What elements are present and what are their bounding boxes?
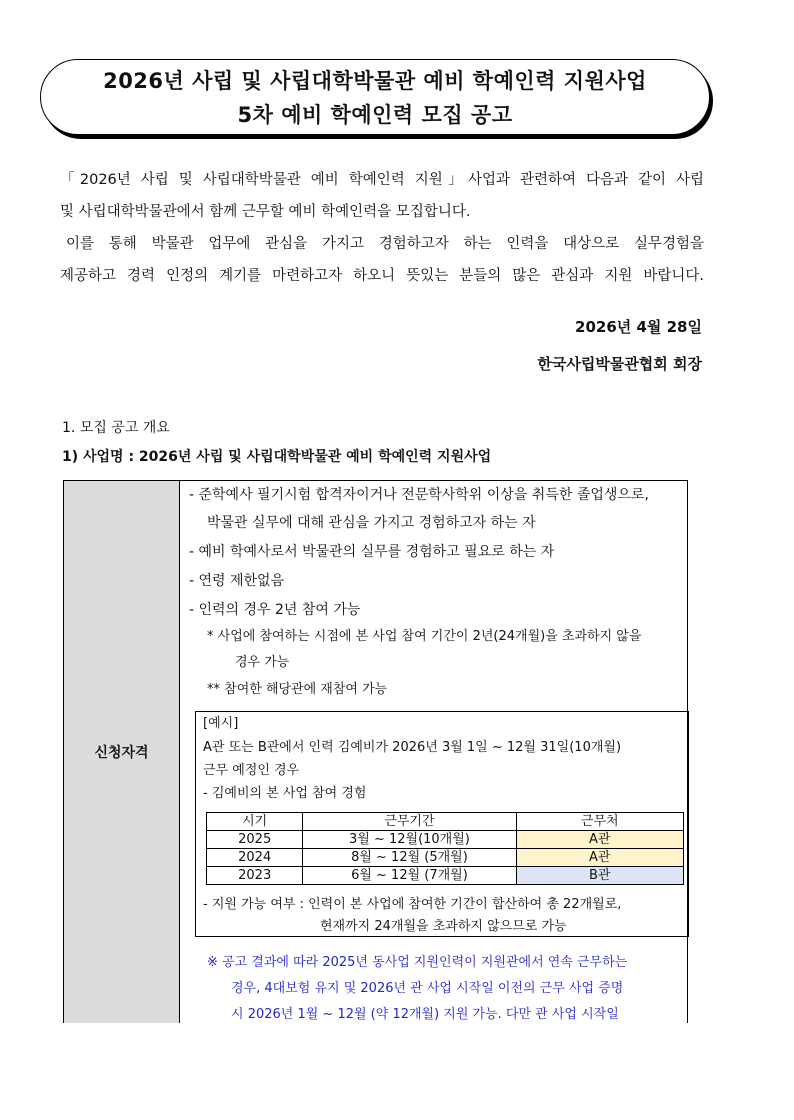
table-row [207,867,684,885]
cell-year: 2024 [207,849,303,867]
example-result-1: - 지원 가능 여부 : 인력이 본 사업에 참여한 기간이 합산하여 총 22개월로, [203,897,622,912]
example-table-header [207,813,684,831]
title-line-2: 5차 예비 학예인력 모집 공고 [237,103,513,127]
example-box [195,711,689,937]
qualification-item-2: - 예비 학예사로서 박물관의 실무를 경험하고 필요로 하는 자 [189,544,555,560]
note-line-3: 시 2026년 1월 ~ 12월 (약 12개월) 지원 가능. 다만 관 사업 시작일 [231,1007,619,1022]
section-title: 1. 모집 공고 개요 [62,420,170,436]
intro-paragraph-1 [60,164,704,228]
title-banner [40,59,710,135]
example-result-2: 현재까지 24개월을 초과하지 않으므로 가능 [320,919,567,934]
example-line-3: - 김예비의 본 사업 참여 경험 [203,786,367,801]
cell-workplace: A관 [516,849,684,867]
cell-duration: 8월 ~ 12월 (5개월) [303,849,516,867]
notice-signature: 한국사립박물관협회 회장 [537,355,702,373]
cell-year: 2025 [207,831,303,849]
cell-year: 2023 [207,867,303,885]
col-header-period: 시기 [207,813,303,831]
intro-p2-line1: 이를 통해 박물관 업무에 관심을 가지고 경험하고자 하는 인력을 대상으로 실무경험을 [66,236,704,252]
notice-date: 2026년 4월 28일 [575,318,702,336]
example-table [206,812,684,885]
cell-duration: 3월 ~ 12월(10개월) [303,831,516,849]
qualification-item-4: - 인력의 경우 2년 참여 가능 [189,602,361,618]
qualification-item-1-cont: 박물관 실무에 대해 관심을 가지고 경험하고자 하는 자 [207,515,536,531]
cell-workplace: A관 [516,831,684,849]
note-line-1: ※ 공고 결과에 따라 2025년 동사업 지원인력이 지원관에서 연속 근무하는 [207,955,628,970]
example-heading: [예시] [203,716,239,731]
qualification-table [63,480,688,1023]
title-line-1: 2026년 사립 및 사립대학박물관 예비 학예인력 지원사업 [103,69,647,93]
table-row [207,831,684,849]
note-line-2: 경우, 4대보험 유지 및 2026년 관 사업 시작일 이전의 근무 사업 증명 [231,981,624,996]
qualification-label: 신청자격 [64,481,180,1023]
qualification-note-2: ** 참여한 해당관에 재참여 가능 [207,682,388,697]
qualification-content [181,481,687,1023]
table-row [207,849,684,867]
qualification-item-1: - 준학예사 필기시험 합격자이거나 전문학사학위 이상을 취득한 졸업생으로, [189,487,649,503]
intro-p2-line2: 제공하고 경력 인정의 계기를 마련하고자 하오니 뜻있는 분들의 많은 관심과 지원 바랍니다. [60,268,704,284]
cell-workplace: B관 [516,867,684,885]
cell-duration: 6월 ~ 12월 (7개월) [303,867,516,885]
section-subtitle: 1) 사업명 : 2026년 사립 및 사립대학박물관 예비 학예인력 지원사업 [62,449,492,465]
qualification-note-1-cont: 경우 가능 [235,655,290,670]
intro-p1-line2: 및 사립대학박물관에서 함께 근무할 예비 학예인력을 모집합니다. [60,204,471,220]
qualification-item-3: - 연령 제한없음 [189,573,285,589]
qualification-note-1: * 사업에 참여하는 시점에 본 사업 참여 기간이 2년(24개월)을 초과하지 않을 [207,629,642,644]
intro-p1-line1: 「2026년 사립 및 사립대학박물관 예비 학예인력 지원」사업과 관련하여 다음과 같이 사립 [60,172,704,188]
example-line-1: A관 또는 B관에서 인력 김예비가 2026년 3월 1일 ~ 12월 31일(10개월) [203,740,622,755]
intro-paragraph-2b [60,260,704,292]
col-header-duration: 근무기간 [303,813,516,831]
intro-paragraph-2 [66,228,704,260]
col-header-workplace: 근무처 [516,813,684,831]
example-line-2: 근무 예정인 경우 [203,763,300,778]
